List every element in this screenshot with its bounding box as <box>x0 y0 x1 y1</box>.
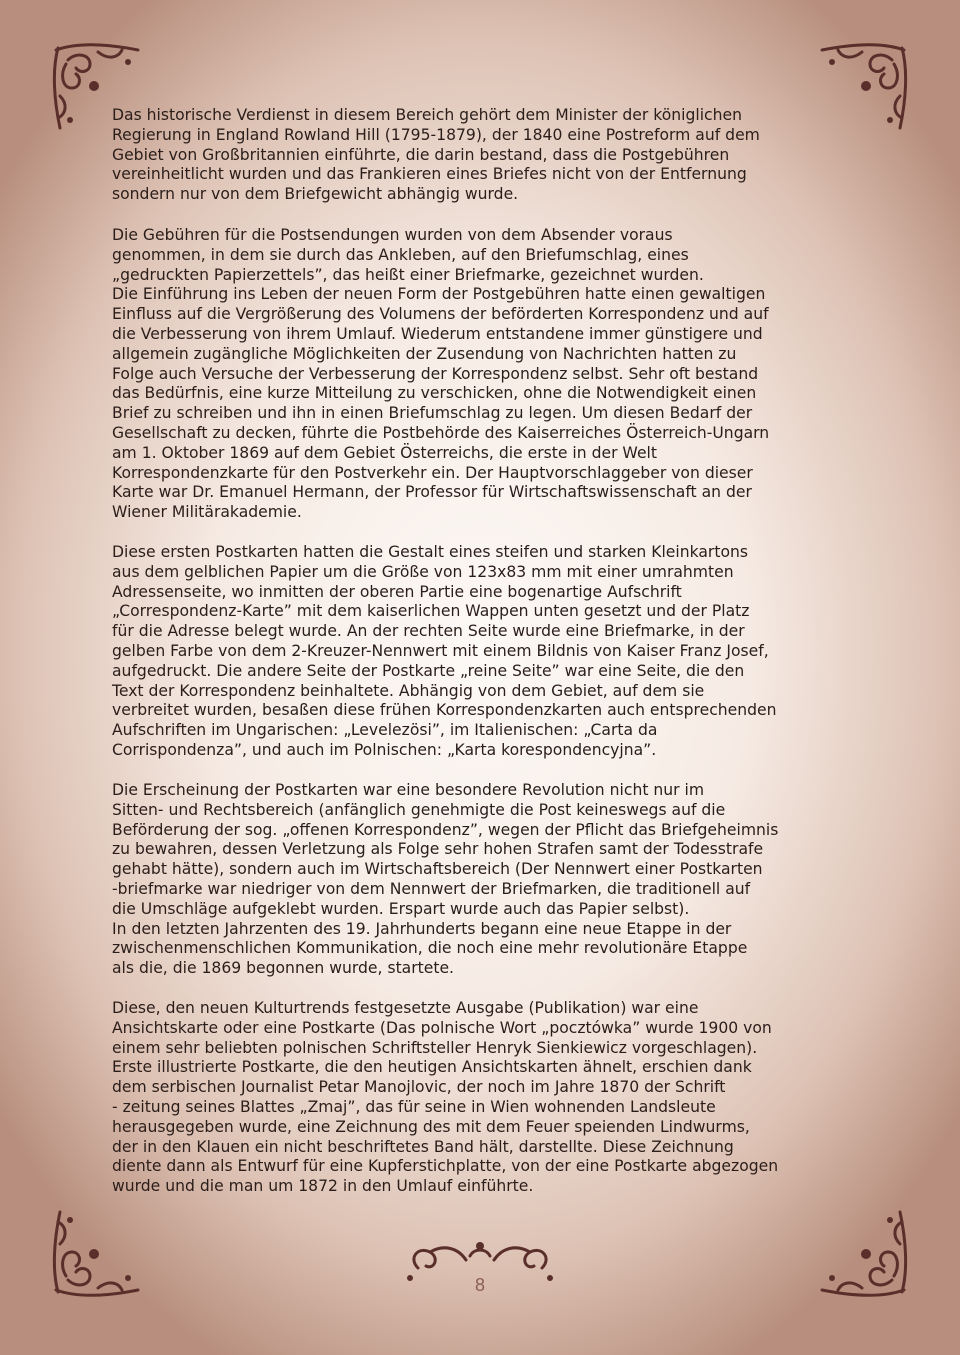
page-number: 8 <box>474 1275 485 1295</box>
paragraph-first-postcards: Diese ersten Postkarten hatten die Gestalt eines steifen und starken Kleinkartons aus dem gelblichen Papier um die Größe von 123x83 mm mit einer umrahmten Adressenseite, wo inmitten der oberen Partie eine bogenartige Aufschrift „Correspondenz-Karte” mit dem kaiserlichen Wappen unten gesetzt und der Platz für die Adresse belegt wurde. An der rechten Seite wurde eine Briefmarke, in der gelben Farbe von dem 2-Kreuzer-Nennwert mit einem Bildnis von Kaiser Franz Josef, aufgedruckt. Die andere Seite der Postkarte „reine Seite” war eine Seite, die den Text der Korrespondenz beinhaltete. Abhängig von dem Gebiet, auf dem sie verbreitet wurden, besaßen diese frühen Korrespondenzkarten auch entsprechenden Aufschriften im Ungarischen: „Levelezösi”, im Italienischen: „Carta da Corrispondenza”, und auch im Polnischen: „Karta korespondencyjna”. <box>112 543 777 759</box>
paragraph-rowland-hill: Das historische Verdienst in diesem Bereich gehört dem Minister der königlichen Regierung in England Rowland Hill (1795-1879), der 1840 eine Postreform auf dem Gebiet von Großbritannien einführte, die darin bestand, dass die Postgebühren vereinheitlicht wurden und das Frankieren eines Briefes nicht von der Entfernung sondern nur von dem Briefgewicht abhängig wurde. <box>112 106 760 204</box>
corner-ornament-top-right <box>812 40 912 135</box>
paragraph-postal-fees: Die Gebühren für die Postsendungen wurden von dem Absender voraus genommen, in dem sie durch das Ankleben, auf den Briefumschlag, eines „gedruckten Papierzettels”, das heißt einer Briefmarke, gezeichnet wurden. Die Einführung ins Leben der neuen Form der Postgebühren hatte einen gewaltigen Einfluss auf die Vergrößerung des Volumens der beförderten Korrespondenz und auf die Verbesserung von ihrem Umlauf. Wiederum entstandene immer günstigere und allgemein zugängliche Möglichkeiten der Zusendung von Nachrichten hatten zu Folge auch Versuche der Verbesserung der Korrespondenz selbst. Sehr oft bestand das Bedürfnis, eine kurze Mitteilung zu verschicken, ohne die Notwendigkeit einen Brief zu schreiben und ihn in einen Briefumschlag zu legen. Um diesen Bedarf der Gesellschaft zu decken, führte die Postbehörde des Kaiserreiches Österreich-Ungarn am 1. Oktober 1869 auf dem Gebiet Österreichs, die erste in der Welt Korrespondenzkarte für den Postverkehr ein. Der Hauptvorschlaggeber von dieser Karte war Dr. Emanuel Hermann, der Professor für Wirtschaftswissenschaft an der Wiener Militärakademie. <box>112 226 770 522</box>
paragraph-picture-postcards: Diese, den neuen Kulturtrends festgesetzte Ausgabe (Publikation) war eine Ansichtskarte oder eine Postkarte (Das polnische Wort „pocztówka” wurde 1900 von einem sehr beliebten polnischen Schriftsteller Henryk Sienkiewicz vorgeschlagen). Erste illustrierte Postkarte, die den heutigen Ansichtskarten ähnelt, erschien dank dem serbischen Journalist Petar Manojlovic, der noch im Jahre 1870 der Schrift - zeitung seines Blattes „Zmaj”, das für seine in Wien wohnenden Landsleute herausgegeben wurde, eine Zeichnung des mit dem Feuer speienden Lindwurms, der in den Klauen ein nicht beschriftetes Band hält, darstellte. Diese Zeichnung diente dann als Entwurf für eine Kupferstichplatte, von der eine Postkarte abgezogen wurde und die man um 1872 in den Umlauf einführte. <box>112 999 779 1196</box>
paragraph-postcard-revolution: Die Erscheinung der Postkarten war eine besondere Revolution nicht nur im Sitten- und Rechtsbereich (anfänglich genehmigte die Post keineswegs auf die Beförderung der sog. „offenen Korrespondenz”, wegen der Pflicht das Briefgeheimnis zu bewahren, dessen Verletzung als Folge sehr hohen Strafen samt der Todesstrafe gehabt hätte), sondern auch im Wirtschaftsbereich (Der Nennwert einer Postkarten -briefmarke war niedriger von dem Nennwert der Briefmarken, die traditionell auf die Umschläge aufgeklebt wurden. Erspart wurde auch das Papier selbst). In den letzten Jahrzenten des 19. Jahrhunderts begann eine neue Etappe in der zwischenmenschlichen Kommunikation, die noch eine mehr revolutionäre Etappe als die, die 1869 begonnen wurde, startete. <box>112 781 779 978</box>
